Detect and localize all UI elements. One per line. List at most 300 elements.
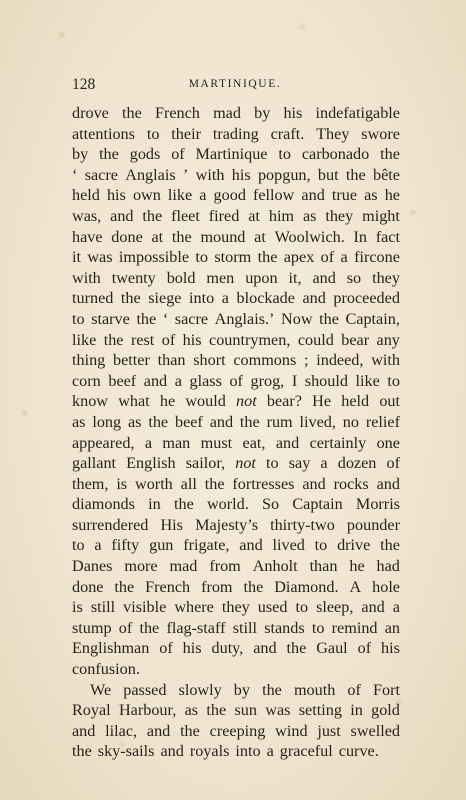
word: and [209,412,234,431]
word: fircone [354,248,400,267]
word: Anglais [125,165,176,184]
word: is [116,474,128,493]
word: He [312,392,332,411]
word: blockade [236,289,295,308]
word: siege [148,289,182,308]
word: frigate, [183,536,230,555]
word: the [262,680,282,699]
word: should [304,371,348,390]
word: rest [130,330,155,349]
word: bear [341,330,370,349]
word: it [72,248,81,267]
word: sun [234,701,257,720]
word: fact [375,227,400,246]
word: and [312,268,336,287]
word: could [297,330,334,349]
word: countrymen, [209,330,291,349]
word: Fort [373,680,400,699]
word: starve [91,309,130,328]
word: their [171,124,201,143]
word: mad [213,104,241,122]
word: of [118,618,133,637]
text-line [72,124,400,145]
word: them, [72,474,109,493]
word: where [174,598,214,617]
text-line [72,577,400,598]
text-line [72,165,400,186]
word: They [316,124,350,143]
word: a [221,289,229,308]
word: rocks [333,474,369,493]
text-line [72,556,400,577]
word: storm [214,248,252,267]
word: swelled [350,721,400,740]
word: would [185,392,226,411]
word: they [221,598,250,617]
word: His [160,515,183,534]
text-line [72,700,400,721]
word: true [331,186,358,205]
word: Royal [72,701,111,720]
word: and [361,598,385,617]
text-line [72,453,400,474]
word: the [380,536,400,555]
word: like [167,186,193,205]
word: the [148,412,169,431]
word: his [182,330,202,349]
word: and [253,639,277,658]
word: with [371,351,400,370]
word: the [180,721,200,740]
word: the [120,289,141,308]
text-line [72,330,400,351]
text-line [72,350,400,371]
word: world. [206,495,249,514]
word: long [92,412,122,431]
word: with [195,165,225,184]
word: might [362,206,400,225]
word: done [72,577,104,596]
word: the [257,248,278,267]
word: at [248,206,260,225]
word: pounder [346,515,400,534]
word: into [235,742,261,761]
word: as [72,412,86,431]
word: not [236,392,257,411]
word: proceeded [333,289,400,308]
word: of [229,371,243,390]
word: flag-staff [166,618,226,637]
word: stands [264,618,305,637]
word: man [162,433,191,452]
word: have [72,227,103,246]
word: at [151,227,164,246]
word: passed [123,680,167,699]
text-line [72,474,400,495]
word: mound [200,227,246,246]
word: from [209,557,241,576]
word: sacre [84,165,118,184]
word: In [353,227,367,246]
word: of [357,639,372,658]
word: know [72,392,108,411]
word: slowly [178,680,222,699]
word: so [346,268,362,287]
word: fellow [252,186,295,205]
word: the [345,165,366,184]
text-line [72,515,400,536]
word: and [301,186,325,205]
word: by [254,104,271,122]
word: was [265,701,291,720]
word: grog, [250,371,285,390]
word: Anholt [252,557,298,576]
word: better [113,351,150,370]
word: impossible [118,248,190,267]
word: a [174,371,182,390]
word: bête [372,165,400,184]
word: worth [135,474,173,493]
word: just [317,721,341,740]
word: drive [337,536,371,555]
word: the [380,145,400,164]
word: beef [174,412,203,431]
word: and [146,721,171,740]
word: trading [212,124,259,143]
text-line [72,206,400,227]
word: the [72,742,92,761]
word: diamonds [72,495,135,514]
word: the [136,309,157,328]
word: good [213,186,246,205]
word: fortresses [232,474,295,493]
word: Captain [292,495,343,514]
word: had [376,557,400,576]
word: what [118,392,150,411]
word: of [320,248,335,267]
word: gods [129,145,161,164]
word: hole [372,577,400,596]
word: bold [166,268,196,287]
word: relief [365,412,400,431]
word: and [110,206,134,225]
word: I [291,371,298,390]
text-line [72,391,400,412]
word: a [320,454,328,473]
word: stump [72,618,112,637]
word: Englishman [72,639,150,658]
text-line [72,103,400,124]
word: certainly [309,433,367,452]
word: glass [189,371,222,390]
word: his [231,165,251,184]
word: fifty [111,536,140,555]
word: French [145,577,191,596]
word: Majesty’s [195,515,259,534]
word: carbonado [301,145,370,164]
word: he [384,186,400,205]
word: of [159,639,173,658]
word: and [239,536,263,555]
word: Danes [72,557,113,576]
word: thirty-two [270,515,335,534]
word: the [319,309,339,328]
word: done [111,227,143,246]
word: bear? [266,392,302,411]
text-line [72,185,400,206]
word: a [199,186,207,205]
word: sacre [174,309,209,328]
word: the [122,104,142,122]
word: in [148,495,161,514]
word: and [302,289,326,308]
word: and [143,371,168,390]
text-line [72,597,400,618]
word: they [372,268,400,287]
word: to [311,618,325,637]
page-header [72,76,398,96]
word: all [180,474,197,493]
word: it, [288,268,302,287]
word: the [239,412,260,431]
word: ‘ [72,165,78,184]
word: to [195,248,209,267]
word: upon [245,268,278,287]
word: mouth [293,680,336,699]
word: French [154,104,200,122]
text-line [72,433,400,454]
word: curve. [338,742,379,761]
word: English [126,454,176,473]
word: of [171,145,185,164]
word: and [376,474,400,493]
text-line [72,638,400,659]
text-line [72,494,400,515]
word: Harbour, [118,701,177,720]
word: the [173,495,194,514]
word: no [342,412,359,431]
word: twenty [111,268,156,287]
word: of [347,680,361,699]
word: lived [272,536,305,555]
text-line [72,659,400,680]
word: beef [108,371,137,390]
word: Woolwich. [274,227,345,246]
word: and [72,721,96,740]
word: still [90,598,116,617]
text-line [72,247,400,268]
word: setting [298,701,342,720]
word: an [384,618,400,637]
word: the [286,639,307,658]
word: like [355,371,380,390]
word: to [295,598,309,617]
word: the [171,227,192,246]
word: lilac, [105,721,138,740]
word: So [262,495,280,514]
foxing-spot [300,24,305,29]
word: as [364,186,378,205]
word: as [302,206,317,225]
word: from [201,577,233,596]
word: to [72,536,85,555]
word: the [243,577,264,596]
word: the [206,701,227,720]
word: Gaul [316,639,348,658]
word: in [350,701,363,720]
foxing-spot [58,32,65,38]
word: ‘ [162,309,169,328]
word: than [157,351,186,370]
word: to [266,454,279,473]
word: must [200,433,233,452]
text-line [72,535,400,556]
word: and [160,742,184,761]
word: the [103,330,124,349]
text-line [72,741,400,762]
word: gallant [72,454,117,473]
word: lived, [299,412,336,431]
word: is [72,598,83,617]
word: creeping [209,721,266,740]
word: used [257,598,288,617]
word: he [159,392,176,411]
word: remind [331,618,378,637]
word: apex [283,248,315,267]
word: fleet [171,206,200,225]
word: but [317,165,339,184]
word: the [99,145,119,164]
word: Now [281,309,313,328]
word: him [268,206,295,225]
word: wind [275,721,308,740]
word: Diamond. [274,577,339,596]
word: and [302,474,326,493]
word: at [254,227,266,246]
word: mad [169,557,198,576]
word: say [288,454,311,473]
word: into [189,289,215,308]
word: with [72,268,101,287]
text-line [72,288,400,309]
word: his [381,639,400,658]
word: as [127,412,142,431]
word: Captain, [345,309,400,328]
word: of [386,454,400,473]
word: his [283,104,303,122]
word: was, [72,206,102,225]
word: the [204,474,225,493]
word: than [309,557,338,576]
text-line [72,412,400,433]
word: as [184,701,199,720]
word: corn [72,371,101,390]
word: out [379,392,400,411]
word: sailor, [185,454,226,473]
word: visible [123,598,167,617]
running-head: MARTINIQUE. [188,78,282,90]
word: Anglais.’ [214,309,275,328]
word: fired [208,206,240,225]
word: royals [189,742,230,761]
text-line [72,680,400,701]
word: was [87,248,113,267]
word: to [146,124,160,143]
word: sky-sails [97,742,155,761]
word: the [139,618,160,637]
word: by [72,145,89,164]
word: graceful [279,742,333,761]
word: a [340,248,348,267]
word: drove [72,104,109,122]
word: turned [72,289,114,308]
word: duty, [211,639,244,658]
word: eat, [242,433,266,452]
word: like [72,330,97,349]
word: more [124,557,158,576]
page-number: 128 [72,76,96,93]
word: A [349,577,362,596]
word: We [90,680,112,699]
word: to [387,371,400,390]
word: indefatigable [315,104,400,122]
word: gold [371,701,400,720]
word: his [182,639,202,658]
word: to [72,309,85,328]
word: rum [266,412,293,431]
word: and [275,433,300,452]
word: by [233,680,250,699]
text-line [72,618,400,639]
word: to [278,145,291,164]
word: they [325,206,354,225]
word: he [349,557,365,576]
word: own [132,186,161,205]
word: swore [361,124,400,143]
text-line [72,721,400,742]
text-line [72,268,400,289]
word: ’ [182,165,189,184]
word: his [106,186,126,205]
word: ; [304,351,309,370]
word: a [392,598,400,617]
word: indeed, [316,351,364,370]
word: one [376,433,400,452]
word: confusion. [72,660,140,679]
foxing-spot [410,210,416,215]
word: any [376,330,400,349]
word: the [142,206,163,225]
word: Martinique [195,145,268,164]
word: a [94,536,102,555]
word: the [114,577,135,596]
word: surrendered [72,515,149,534]
word: thing [72,351,106,370]
word: a [144,433,153,452]
foxing-spot [22,410,27,416]
word: dozen [337,454,377,473]
word: attentions [72,124,135,143]
word: appeared, [72,433,135,452]
word: popgun, [257,165,311,184]
text-line [72,227,400,248]
text-line [72,371,400,392]
word: held [72,186,100,205]
body-text [72,103,400,762]
text-line [72,144,400,165]
word: men [206,268,235,287]
word: of [161,330,176,349]
